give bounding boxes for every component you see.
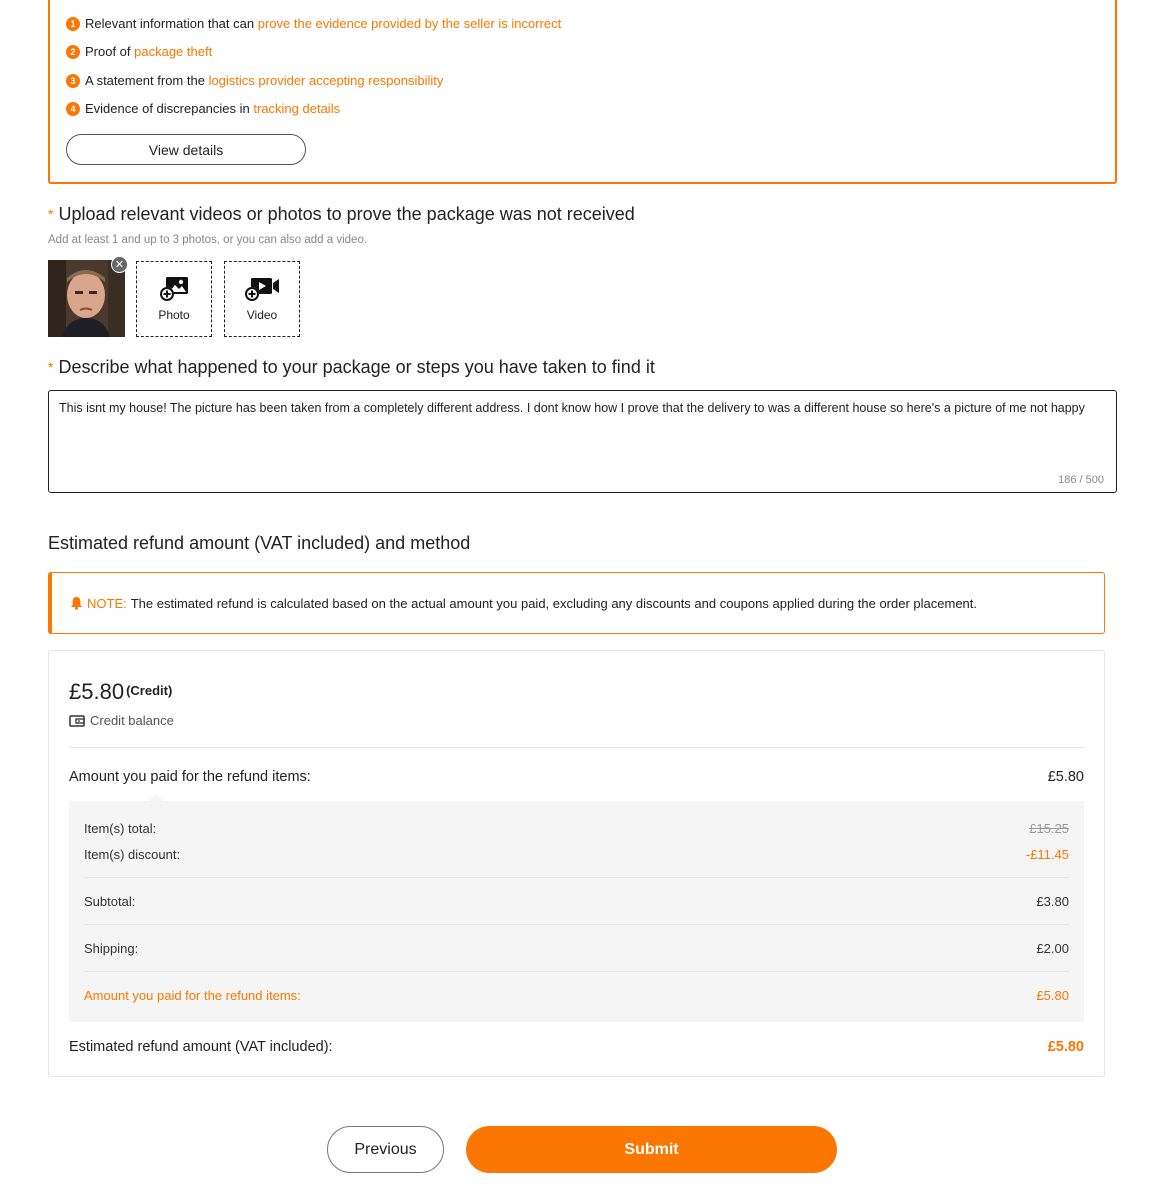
items-total-row [84, 821, 1069, 836]
refund-amount-type: (Credit) [126, 683, 173, 698]
evidence-item-4 [66, 101, 340, 116]
step-number-badge: 1 [66, 17, 80, 31]
divider [84, 971, 1069, 972]
amount-paid-summary-row [84, 988, 1069, 1003]
amount-paid-summary-label: Amount you paid for the refund items: [84, 988, 301, 1003]
step-number-badge: 2 [66, 45, 80, 59]
note-text: The estimated refund is calculated based on the actual amount you paid, excluding any discounts and coupons applied during the order placement. [130, 595, 978, 611]
evidence-item-1 [66, 16, 561, 31]
submit-button[interactable]: Submit [466, 1126, 837, 1173]
refund-note-banner [48, 572, 1105, 634]
evidence-item-link[interactable]: tracking details [253, 101, 341, 116]
note-label: NOTE: [87, 595, 127, 611]
subtotal-row [84, 894, 1069, 909]
shipping-row [84, 941, 1069, 956]
wallet-icon [69, 715, 85, 727]
divider [84, 924, 1069, 925]
evidence-item-2 [66, 44, 212, 59]
evidence-item-text: Evidence of discrepancies in [85, 101, 254, 116]
upload-section-title [48, 204, 635, 225]
amount-paid-value: £5.80 [1047, 769, 1084, 785]
step-number-badge: 3 [66, 74, 80, 88]
required-star: * [48, 359, 54, 375]
estimated-refund-value: £5.80 [1047, 1039, 1084, 1055]
credit-balance-row [69, 713, 174, 728]
description-textarea[interactable] [48, 390, 1117, 493]
estimated-refund-row [69, 1039, 1084, 1055]
estimated-refund-label: Estimated refund amount (VAT included): [69, 1039, 333, 1055]
evidence-requirements-box [48, 0, 1117, 184]
uploaded-photo-image [48, 260, 125, 337]
refund-summary-card [48, 650, 1105, 1077]
refund-section-title: Estimated refund amount (VAT included) and method [48, 533, 471, 553]
credit-balance-label: Credit balance [90, 713, 174, 728]
describe-section-title [48, 357, 655, 378]
bell-icon [70, 596, 83, 610]
upload-hint: Add at least 1 and up to 3 photos, or you can also add a video. [48, 234, 368, 246]
evidence-item-link[interactable]: package theft [134, 44, 213, 59]
evidence-item-text: Relevant information that can [85, 16, 258, 31]
remove-photo-icon[interactable]: ✕ [111, 256, 128, 273]
divider [69, 747, 1084, 748]
upload-title-text: Upload relevant videos or photos to prove the package was not received [58, 204, 635, 224]
items-total-label: Item(s) total: [84, 821, 157, 836]
items-total-value: £15.25 [1029, 821, 1069, 836]
amount-paid-summary-value: £5.80 [1036, 988, 1069, 1003]
add-photo-button[interactable] [136, 261, 212, 337]
character-counter: 186 / 500 [1058, 474, 1104, 486]
subtotal-label: Subtotal: [84, 894, 136, 909]
required-star: * [48, 206, 54, 222]
shipping-value: £2.00 [1036, 941, 1069, 956]
evidence-item-text: A statement from the [85, 73, 209, 88]
describe-title-text: Describe what happened to your package or steps you have taken to find it [58, 357, 655, 377]
amount-paid-row [69, 769, 1084, 785]
add-video-icon [244, 276, 280, 302]
uploaded-photo-thumbnail[interactable] [48, 260, 125, 337]
refund-amount-value: £5.80 [69, 679, 125, 704]
refund-breakdown [69, 801, 1084, 1022]
subtotal-value: £3.80 [1036, 894, 1069, 909]
add-photo-icon [159, 276, 189, 302]
refund-amount [69, 679, 172, 705]
shipping-label: Shipping: [84, 941, 139, 956]
previous-button[interactable]: Previous [327, 1126, 444, 1173]
evidence-item-text: Proof of [85, 44, 135, 59]
add-video-button[interactable] [224, 261, 300, 337]
amount-paid-label: Amount you paid for the refund items: [69, 769, 311, 785]
evidence-item-link[interactable]: prove the evidence provided by the seller is incorrect [257, 16, 562, 31]
items-discount-row [84, 847, 1069, 862]
evidence-item-link[interactable]: logistics provider accepting responsibility [208, 73, 444, 88]
photo-label: Photo [158, 308, 190, 322]
step-number-badge: 4 [66, 102, 80, 116]
items-discount-value: -£11.45 [1025, 847, 1069, 862]
items-discount-label: Item(s) discount: [84, 847, 181, 862]
evidence-item-3 [66, 73, 443, 88]
view-details-button[interactable]: View details [66, 134, 306, 165]
description-text: This isnt my house! The picture has been taken from a completely different address. I dont know how I prove that the delivery to was a different house so here's a picture of me not happy [59, 401, 1085, 415]
video-label: Video [246, 308, 278, 322]
divider [84, 877, 1069, 878]
